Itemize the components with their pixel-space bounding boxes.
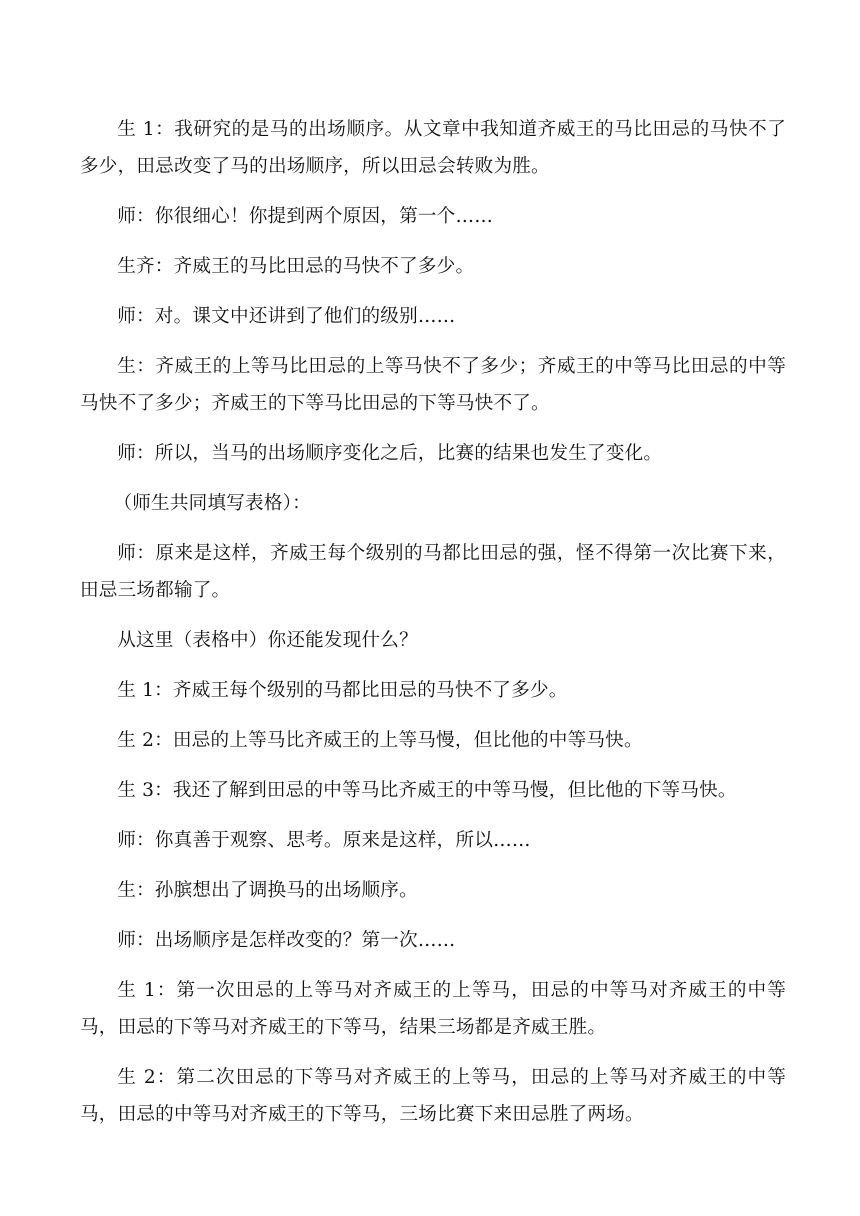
document-body <box>80 111 786 1146</box>
paragraph-teacher-result-changed: 师：所以，当马的出场顺序变化之后，比赛的结果也发生了变化。 <box>117 443 663 464</box>
paragraph-student-1-levels: 生 1：齐威王每个级别的马都比田忌的马快不了多少。 <box>117 680 568 701</box>
paragraph-student-2-top-horse: 生 2：田忌的上等马比齐威王的上等马慢，但比他的中等马快。 <box>117 730 643 751</box>
paragraph-fill-table-note: （师生共同填写表格）： <box>113 493 311 514</box>
paragraph-discover-question: 从这里（表格中）你还能发现什么？ <box>117 630 418 651</box>
paragraph-students-together: 生齐：齐威王的马比田忌的马快不了多少。 <box>117 256 475 277</box>
paragraph-teacher-first-race: 师：原来是这样，齐威王每个级别的马都比田忌的强，怪不得第一次比赛下来，田忌三场都输了。 <box>80 543 786 601</box>
paragraph-student-sun-bin: 生：孙膑想出了调换马的出场顺序。 <box>117 880 418 901</box>
paragraph-student-2-second-race: 生 2：第二次田忌的下等马对齐威王的上等马，田忌的上等马对齐威王的中等马，田忌的中等马对齐威王的下等马，三场比赛下来田忌胜了两场。 <box>80 1067 786 1125</box>
paragraph-teacher-levels: 师：对。课文中还讲到了他们的级别…… <box>117 306 456 327</box>
paragraph-student-3-middle-horse: 生 3：我还了解到田忌的中等马比齐威王的中等马慢，但比他的下等马快。 <box>117 780 737 801</box>
paragraph-student-levels: 生：齐威王的上等马比田忌的上等马快不了多少；齐威王的中等马比田忌的中等马快不了多少；齐威王的下等马比田忌的下等马快不了。 <box>80 356 786 414</box>
paragraph-teacher-observe: 师：你真善于观察、思考。原来是这样，所以…… <box>117 830 531 851</box>
paragraph-teacher-careful: 师：你很细心！你提到两个原因，第一个…… <box>117 206 494 227</box>
paragraph-student-1-first-race: 生 1：第一次田忌的上等马对齐威王的上等马，田忌的中等马对齐威王的中等马，田忌的下等马对齐威王的下等马，结果三场都是齐威王胜。 <box>80 980 786 1038</box>
paragraph-student-1-order: 生 1：我研究的是马的出场顺序。从文章中我知道齐威王的马比田忌的马快不了多少，田忌改变了马的出场顺序，所以田忌会转败为胜。 <box>80 119 786 177</box>
paragraph-teacher-order-change: 师：出场顺序是怎样改变的？第一次…… <box>117 930 456 951</box>
